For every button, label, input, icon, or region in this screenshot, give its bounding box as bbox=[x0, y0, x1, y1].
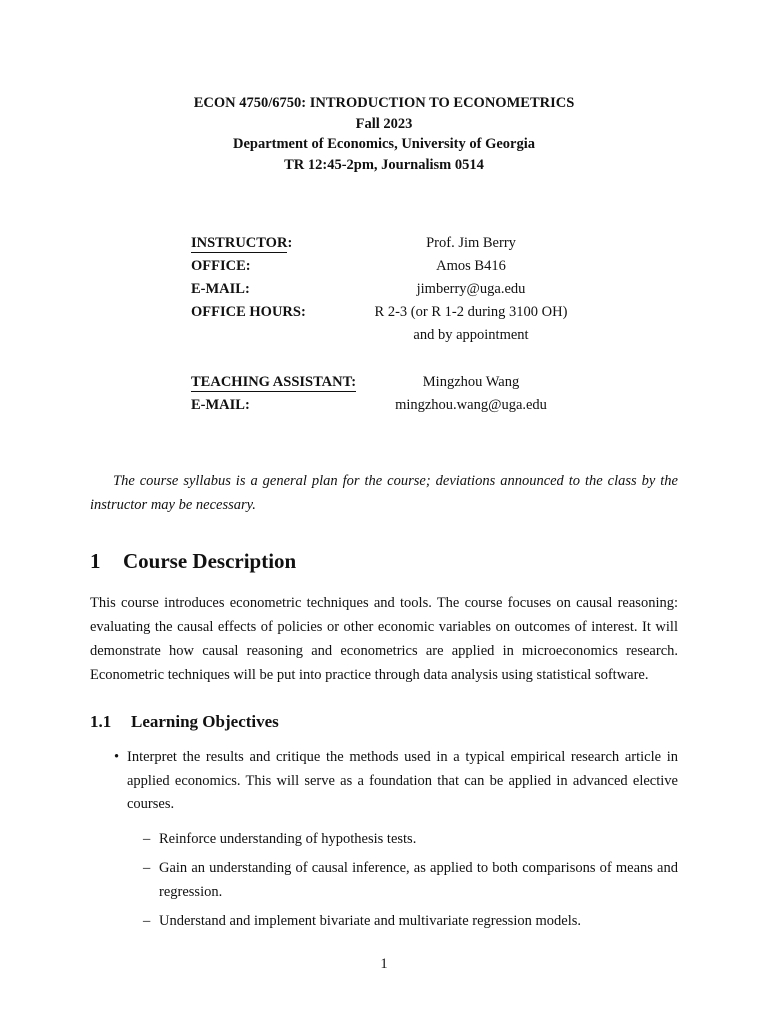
list-item bbox=[143, 910, 678, 934]
page-number: 1 bbox=[380, 956, 388, 972]
instructor-email-label: E-MAIL: bbox=[191, 281, 250, 297]
sub-objective-text: Gain an understanding of causal inference, as applied to both comparisons of means and regression. bbox=[159, 860, 678, 900]
sub-objective-text: Reinforce understanding of hypothesis tests. bbox=[159, 831, 417, 847]
dash-icon: – bbox=[143, 913, 151, 929]
course-header bbox=[0, 93, 768, 175]
ta-row bbox=[191, 371, 581, 394]
office-hours-extra-row bbox=[191, 324, 581, 347]
instructor-info bbox=[191, 232, 581, 347]
course-description: This course introduces econometric techniques and tools. The course focuses on causal reasoning: evaluating the causal effects of policies or other economic variables on outcomes of interest. It will demonstrate how causal reasoning and econometrics are applied in microeconomics research. Econometric techniques will be put into practice through data analysis using statistical software. bbox=[90, 595, 678, 683]
office-hours-label: OFFICE HOURS: bbox=[191, 304, 306, 320]
syllabus-note: The course syllabus is a general plan for the course; deviations announced to the class by the instructor may be necessary. bbox=[90, 473, 678, 513]
course-schedule: TR 12:45-2pm, Journalism 0514 bbox=[284, 156, 484, 173]
office-row bbox=[191, 255, 581, 278]
bullet-icon: • bbox=[114, 749, 120, 765]
subsection-number: 1.1 bbox=[90, 712, 112, 731]
subsection-title: Learning Objectives bbox=[131, 712, 279, 731]
ta-info bbox=[191, 371, 581, 417]
instructor-email-row bbox=[191, 278, 581, 301]
section-heading bbox=[90, 547, 296, 575]
list-item bbox=[143, 828, 678, 852]
instructor-label: INSTRUCTOR bbox=[191, 235, 288, 251]
instructor-label-colon: : bbox=[287, 235, 293, 251]
office-value: Amos B416 bbox=[436, 258, 506, 274]
subsection-heading bbox=[90, 710, 279, 734]
ta-email-row bbox=[191, 394, 581, 417]
course-title: ECON 4750/6750: INTRODUCTION TO ECONOMETRICS bbox=[193, 95, 575, 111]
section-number: 1 bbox=[90, 549, 101, 573]
instructor-name: Prof. Jim Berry bbox=[426, 235, 516, 251]
office-hours-value: R 2-3 (or R 1-2 during 3100 OH) bbox=[374, 304, 568, 320]
ta-label: TEACHING ASSISTANT: bbox=[191, 374, 357, 390]
office-label: OFFICE: bbox=[191, 258, 251, 274]
objective-text: Interpret the results and critique the methods used in a typical empirical research article in applied economics. This will serve as a foundation that can be applied in advanced elective courses. bbox=[127, 749, 678, 812]
list-item bbox=[114, 746, 678, 817]
instructor-row bbox=[191, 232, 581, 255]
sub-objective-text: Understand and implement bivariate and multivariate regression models. bbox=[159, 913, 581, 929]
course-department: Department of Economics, University of Georgia bbox=[232, 136, 536, 152]
section-title: Course Description bbox=[123, 549, 297, 573]
ta-name: Mingzhou Wang bbox=[422, 374, 520, 390]
course-term: Fall 2023 bbox=[355, 115, 413, 132]
list-item bbox=[143, 857, 678, 904]
office-hours-extra: and by appointment bbox=[413, 327, 529, 343]
dash-icon: – bbox=[143, 831, 151, 847]
office-hours-row bbox=[191, 301, 581, 324]
ta-email: mingzhou.wang@uga.edu bbox=[395, 397, 547, 413]
ta-email-label: E-MAIL: bbox=[191, 397, 250, 413]
instructor-email: jimberry@uga.edu bbox=[416, 281, 526, 297]
dash-icon: – bbox=[143, 860, 151, 876]
